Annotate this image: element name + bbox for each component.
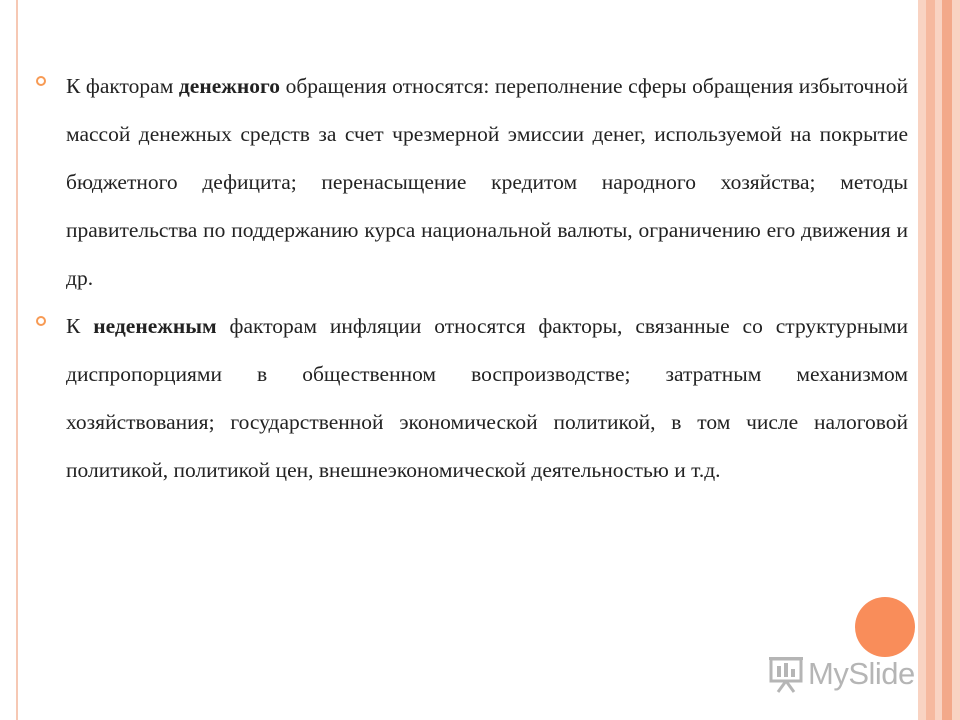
- presentation-board-icon: [768, 654, 804, 694]
- hollow-circle-bullet-icon: [36, 316, 46, 326]
- bullet-item-nonmonetary: [30, 302, 910, 494]
- myslide-watermark: [768, 652, 915, 696]
- hollow-circle-bullet-icon: [36, 76, 46, 86]
- slide-content: [30, 62, 910, 494]
- paragraph-nonmonetary-factors: [66, 302, 908, 494]
- decorative-orange-circle: [855, 597, 915, 657]
- stripe: [926, 0, 935, 720]
- stripe: [918, 0, 926, 720]
- bold-term: денежного: [178, 74, 280, 98]
- bullet-item-monetary: [30, 62, 910, 302]
- stripe: [952, 0, 960, 720]
- watermark-text: MySlide: [808, 656, 915, 691]
- stripe: [942, 0, 952, 720]
- text-run: факторам инфляции относятся факторы, связанные со структурными диспропорциями в общественном воспроизводстве; затратным механизмом хозяйствования; государственной экономической политикой, в том числе налоговой политикой, политикой цен, внешнеэкономической деятельностью и т.д.: [66, 314, 908, 482]
- slide-left-frame: [0, 0, 18, 720]
- stripe: [935, 0, 942, 720]
- text-run: К: [66, 314, 94, 338]
- bold-term: неденежным: [93, 314, 217, 338]
- decorative-stripes: [918, 0, 960, 720]
- text-run: обращения относятся: переполнение сферы обращения избыточной массой денежных средств за счет чрезмерной эмиссии денег, используемой на покрытие бюджетного дефицита; перенасыщение кредитом народного хозяйства; методы правительства по поддержанию курса национальной валюты, ограничению его движения и др.: [66, 74, 908, 290]
- text-run: К факторам: [66, 74, 179, 98]
- paragraph-monetary-factors: [66, 62, 908, 302]
